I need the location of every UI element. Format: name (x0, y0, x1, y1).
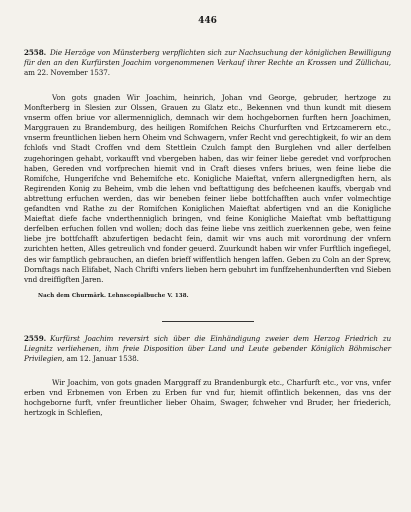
source-citation: Nach dem Churmärk. Lehnscopialbuche V. 138. (38, 292, 189, 299)
document-heading-2558 (24, 48, 391, 78)
page-number: 446 (198, 16, 217, 26)
heading-date: am 12. Januar 1538. (66, 353, 139, 363)
document-body-2558: Von gots gnaden Wir Joachim, heinrich, Johan vnd George, gebruder, hertzoge zu Monfterberg in Slesien zur Olssen, Grauen zu Glatz etc., Bekennen vnd thun kundt mit diesem vnserm offen briue vor allermenniglich, demnach wir dem hochgebornen furften hern Joachimen, Marggrauen zu Brandemburg, des heiligen Romifchen Reichs Churfurften vnd Ertzcamerern etc., vnserm freuntlichen lieben hern Oheim vnd Schwagern, vnfer Recht vnd gerechtigkeit, fo wir an dem fchlofs vnd Stadt Croffen vnd dem Stettlein Czulch fampt den Burglehen vnd aller derfelben zugehoringen gehabt, vorkaufft vnd vbergeben haben, das wir feiner liebe geredet vnd vorfprochen haben, Gereden vnd vorfprechen hiemit vnd in Craft dieses vnfers briues, wen feine liebe die Romifche, Hungerifche vnd Behemifche etc. Konigliche Maieftat, vnfern allergnedigften hern, als Regirenden Konig zu Beheim, vmb die lehen vnd beftattigung des befcheenen kauffs, vbergab vnd abtrettung erfuchen werden, das wir beneben feiner liebe bottfchafften auch vnfer volmechtige gefandten vnd Rathe zu der Romifchen Koniglichen Maieftat abfertigen vnd an die Konigliche Maieftat diefe fache vnderthenniglich bringen, vnd feine Konigliche Maieftat vmb beftattigung derfelben erfuchen follen vnd wollen; doch das feine liebe vns zeitlich zuerkennen gebe, wen feine liebe jre bottfchafft abzufertigen bedacht fein, damit wir vns auch mit vorordnung der vnfern zurichten hetten, Alles getreulich vnd fonder geuerd. Zuurkundt haben wir vnfer Furftlich ingefiegel, des wir famptlich gebrauchen, an diefen brieff wiffentlich hengen laffen. Geben zu Coln an der Sprew, Dornftags nach Elifabet, Nach Chrifti vnfers lieben hern gebuhrt im funffzehenhunderften vnd Sieben vnd dreiffigften Jaren. (24, 93, 392, 284)
document-body-2559: Wir Joachim, von gots gnaden Marggraff zu Brandenburgk etc., Charfurft etc., vor vns, vnfer erben vnd Erbnemen von Erben zu Erben fur vnd fur, hiemit offintlich bekennen, das vns der hochgeborne furft, vnfer freuntlicher lieber Ohaim, Swager, fchweher vnd Bruder, her friederich, hertzogk in Schlefien, (24, 377, 391, 418)
heading-text: Die Herzöge von Münsterberg verpflichten sich zur Nachsuchung der königlichen Bewilligung für den an den Kurfürsten Joachim vorgenommenen Verkauf ihrer Rechte an Krossen und Züllichau, (24, 48, 391, 67)
document-number: 2558. (24, 48, 47, 57)
document-number: 2559. (24, 333, 47, 343)
document-heading-2559 (24, 334, 391, 364)
heading-date: am 22. November 1537. (24, 68, 110, 77)
section-divider (162, 321, 254, 322)
heading-text: Kurfürst Joachim reversirt sich über die Einhändigung zweier dem Herzog Friedrich zu Liegnitz verliehenen, ihm freie Disposition über Land und Leute gebender Königlich Böhmischer Privilegien, (24, 333, 391, 363)
